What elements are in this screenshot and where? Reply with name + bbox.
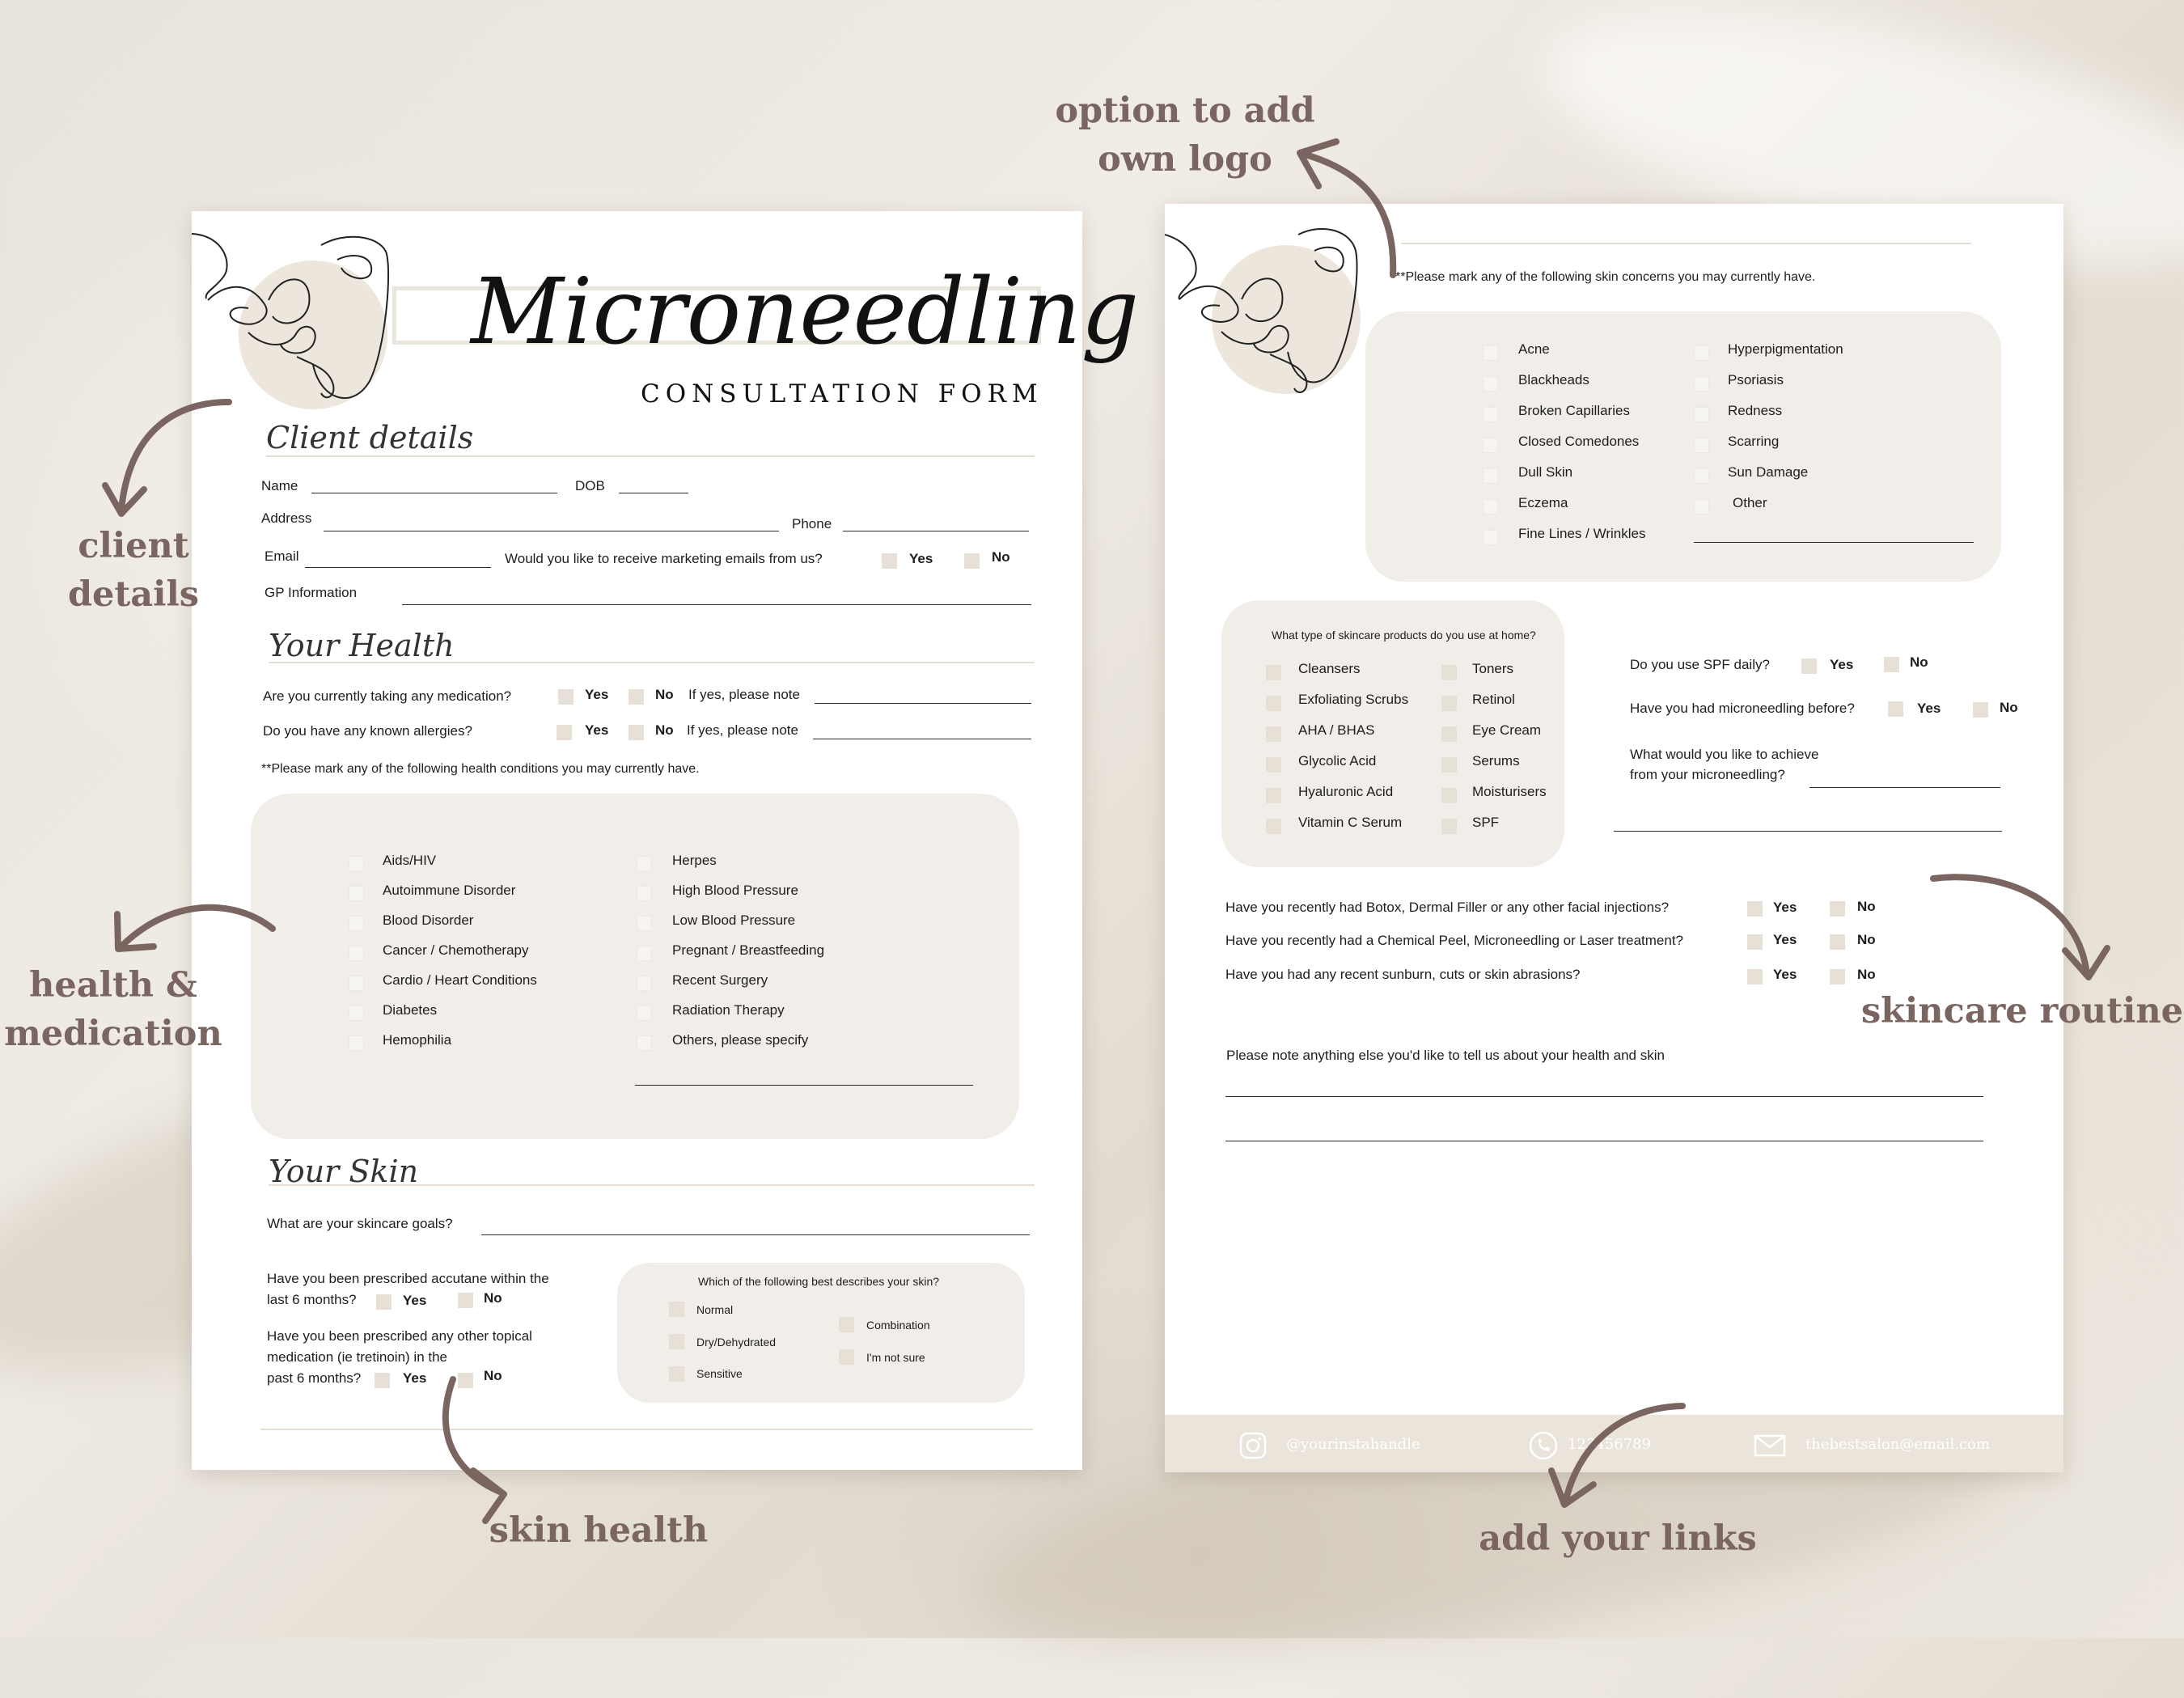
note-label: If yes, please note bbox=[687, 722, 798, 738]
phone-number[interactable]: 123456789 bbox=[1568, 1436, 1652, 1453]
allergies-question: Do you have any known allergies? bbox=[263, 723, 472, 739]
yes-label: Yes bbox=[1773, 932, 1797, 947]
skin-type-label: Combination bbox=[866, 1319, 930, 1332]
concern-label: Dull Skin bbox=[1518, 464, 1573, 480]
condition-label: Diabetes bbox=[383, 1002, 438, 1018]
product-label: Hyaluronic Acid bbox=[1298, 784, 1394, 799]
dob-label: DOB bbox=[575, 478, 605, 493]
yes-label: Yes bbox=[403, 1293, 427, 1308]
accutane-question-line2: last 6 months? bbox=[267, 1292, 357, 1307]
condition-label: High Blood Pressure bbox=[672, 883, 798, 898]
annotation-client-line1: client bbox=[78, 526, 189, 566]
your-health-heading: Your Health bbox=[269, 628, 455, 663]
concern-label: Scarring bbox=[1728, 434, 1780, 449]
condition-label: Pregnant / Breastfeeding bbox=[672, 942, 825, 958]
annotation-health-medication bbox=[0, 961, 226, 1058]
annotation-logo-line2: own logo bbox=[1098, 139, 1272, 180]
condition-label: Blood Disorder bbox=[383, 913, 474, 928]
no-label: No bbox=[1857, 967, 1876, 982]
yes-label: Yes bbox=[909, 551, 933, 566]
concern-label: Eczema bbox=[1518, 495, 1568, 510]
form-title-script: Microneedling bbox=[471, 260, 1140, 365]
note-label: If yes, please note bbox=[688, 687, 800, 702]
achieve-question-line1: What would you like to achieve bbox=[1630, 747, 1819, 762]
botox-question: Have you recently had Botox, Dermal Filler or any other facial injections? bbox=[1225, 900, 1670, 915]
product-label: Vitamin C Serum bbox=[1298, 815, 1403, 830]
no-label: No bbox=[655, 722, 674, 738]
marketing-question: Would you like to receive marketing emails from us? bbox=[505, 551, 823, 566]
peel-question: Have you recently had a Chemical Peel, Microneedling or Laser treatment? bbox=[1225, 933, 1684, 948]
your-skin-heading: Your Skin bbox=[269, 1154, 419, 1189]
concern-label: Closed Comedones bbox=[1518, 434, 1640, 449]
no-label: No bbox=[1857, 932, 1876, 947]
yes-label: Yes bbox=[1773, 900, 1797, 915]
topical-question-line1: Have you been prescribed any other topical bbox=[267, 1328, 532, 1344]
product-label: Toners bbox=[1472, 661, 1514, 676]
condition-label: Hemophilia bbox=[383, 1032, 452, 1048]
annotation-logo bbox=[1023, 87, 1347, 184]
condition-label: Herpes bbox=[672, 853, 717, 868]
product-label: Cleansers bbox=[1298, 661, 1361, 676]
no-label: No bbox=[484, 1290, 502, 1306]
gp-label: GP Information bbox=[265, 585, 358, 600]
sunburn-question: Have you had any recent sunburn, cuts or skin abrasions? bbox=[1225, 967, 1581, 982]
annotation-skincare-routine: skincare routine bbox=[1860, 991, 2184, 1031]
instagram-handle[interactable]: @yourinstahandle bbox=[1286, 1436, 1420, 1453]
email-label: Email bbox=[265, 548, 299, 564]
topical-question-line2: medication (ie tretinoin) in the bbox=[267, 1349, 448, 1365]
concern-label: Other bbox=[1733, 495, 1767, 510]
no-label: No bbox=[1910, 654, 1928, 670]
no-label: No bbox=[1857, 899, 1876, 914]
product-label: Serums bbox=[1472, 753, 1520, 769]
yes-label: Yes bbox=[585, 722, 609, 738]
annotation-client-details bbox=[32, 522, 235, 619]
annotation-add-links: add your links bbox=[1479, 1518, 1757, 1559]
condition-label: Cardio / Heart Conditions bbox=[383, 972, 537, 988]
microneedling-before-question: Have you had microneedling before? bbox=[1630, 701, 1855, 716]
product-label: AHA / BHAS bbox=[1298, 722, 1375, 738]
concern-label: Redness bbox=[1728, 403, 1783, 418]
annotation-logo-line1: option to add bbox=[1055, 91, 1315, 131]
condition-label: Others, please specify bbox=[672, 1032, 809, 1048]
skin-type-label: Dry/Dehydrated bbox=[696, 1336, 777, 1349]
skin-type-question: Which of the following best describes your skin? bbox=[698, 1275, 940, 1288]
concern-label: Broken Capillaries bbox=[1518, 403, 1630, 418]
concerns-note: **Please mark any of the following skin concerns you may currently have. bbox=[1395, 270, 1816, 284]
condition-label: Low Blood Pressure bbox=[672, 913, 796, 928]
concern-label: Psoriasis bbox=[1728, 372, 1784, 387]
accutane-question-line1: Have you been prescribed accutane within the bbox=[267, 1271, 549, 1286]
notes-question: Please note anything else you'd like to tell us about your health and skin bbox=[1226, 1048, 1665, 1063]
condition-label: Recent Surgery bbox=[672, 972, 768, 988]
condition-label: Autoimmune Disorder bbox=[383, 883, 516, 898]
topical-question-line3: past 6 months? bbox=[267, 1370, 362, 1386]
annotation-health-line1: health & bbox=[29, 965, 197, 1006]
annotation-health-line2: medication bbox=[4, 1014, 222, 1054]
concern-label: Hyperpigmentation bbox=[1728, 341, 1843, 357]
annotation-skin-health: skin health bbox=[489, 1510, 709, 1551]
concern-label: Blackheads bbox=[1518, 372, 1589, 387]
no-label: No bbox=[484, 1368, 502, 1383]
concern-label: Acne bbox=[1518, 341, 1550, 357]
condition-label: Aids/HIV bbox=[383, 853, 437, 868]
product-label: Glycolic Acid bbox=[1298, 753, 1377, 769]
yes-label: Yes bbox=[1830, 657, 1854, 672]
annotation-client-line2: details bbox=[67, 574, 200, 615]
email-address[interactable]: thebestsalon@email.com bbox=[1805, 1436, 1990, 1453]
form-subtitle: CONSULTATION FORM bbox=[641, 379, 1043, 409]
product-label: Moisturisers bbox=[1472, 784, 1547, 799]
product-label: Retinol bbox=[1472, 692, 1515, 707]
skincare-goals-question: What are your skincare goals? bbox=[267, 1216, 453, 1231]
products-question: What type of skincare products do you use at home? bbox=[1272, 629, 1536, 642]
client-details-heading: Client details bbox=[266, 420, 474, 455]
name-label: Name bbox=[261, 478, 298, 493]
address-label: Address bbox=[261, 510, 312, 526]
skin-type-label: Normal bbox=[696, 1303, 734, 1316]
routine-arrow bbox=[1933, 877, 2087, 975]
concern-label: Fine Lines / Wrinkles bbox=[1518, 526, 1646, 541]
skin-type-label: I'm not sure bbox=[866, 1351, 925, 1364]
concern-label: Sun Damage bbox=[1728, 464, 1809, 480]
achieve-question-line2: from your microneedling? bbox=[1630, 767, 1785, 782]
yes-label: Yes bbox=[403, 1370, 427, 1386]
medication-question: Are you currently taking any medication? bbox=[263, 688, 512, 704]
yes-label: Yes bbox=[1773, 967, 1797, 982]
no-label: No bbox=[2000, 700, 2018, 715]
conditions-note: **Please mark any of the following health conditions you may currently have. bbox=[261, 762, 700, 776]
condition-label: Radiation Therapy bbox=[672, 1002, 785, 1018]
phone-label: Phone bbox=[792, 516, 832, 531]
skin-arrow bbox=[446, 1379, 502, 1493]
condition-label: Cancer / Chemotherapy bbox=[383, 942, 529, 958]
skin-type-label: Sensitive bbox=[696, 1367, 743, 1380]
no-label: No bbox=[655, 687, 674, 702]
product-label: SPF bbox=[1472, 815, 1500, 830]
no-label: No bbox=[992, 549, 1010, 565]
product-label: Exfoliating Scrubs bbox=[1298, 692, 1409, 707]
product-label: Eye Cream bbox=[1472, 722, 1542, 738]
spf-question: Do you use SPF daily? bbox=[1630, 657, 1770, 672]
yes-label: Yes bbox=[1917, 701, 1941, 716]
health-arrow bbox=[121, 908, 273, 946]
yes-label: Yes bbox=[585, 687, 609, 702]
